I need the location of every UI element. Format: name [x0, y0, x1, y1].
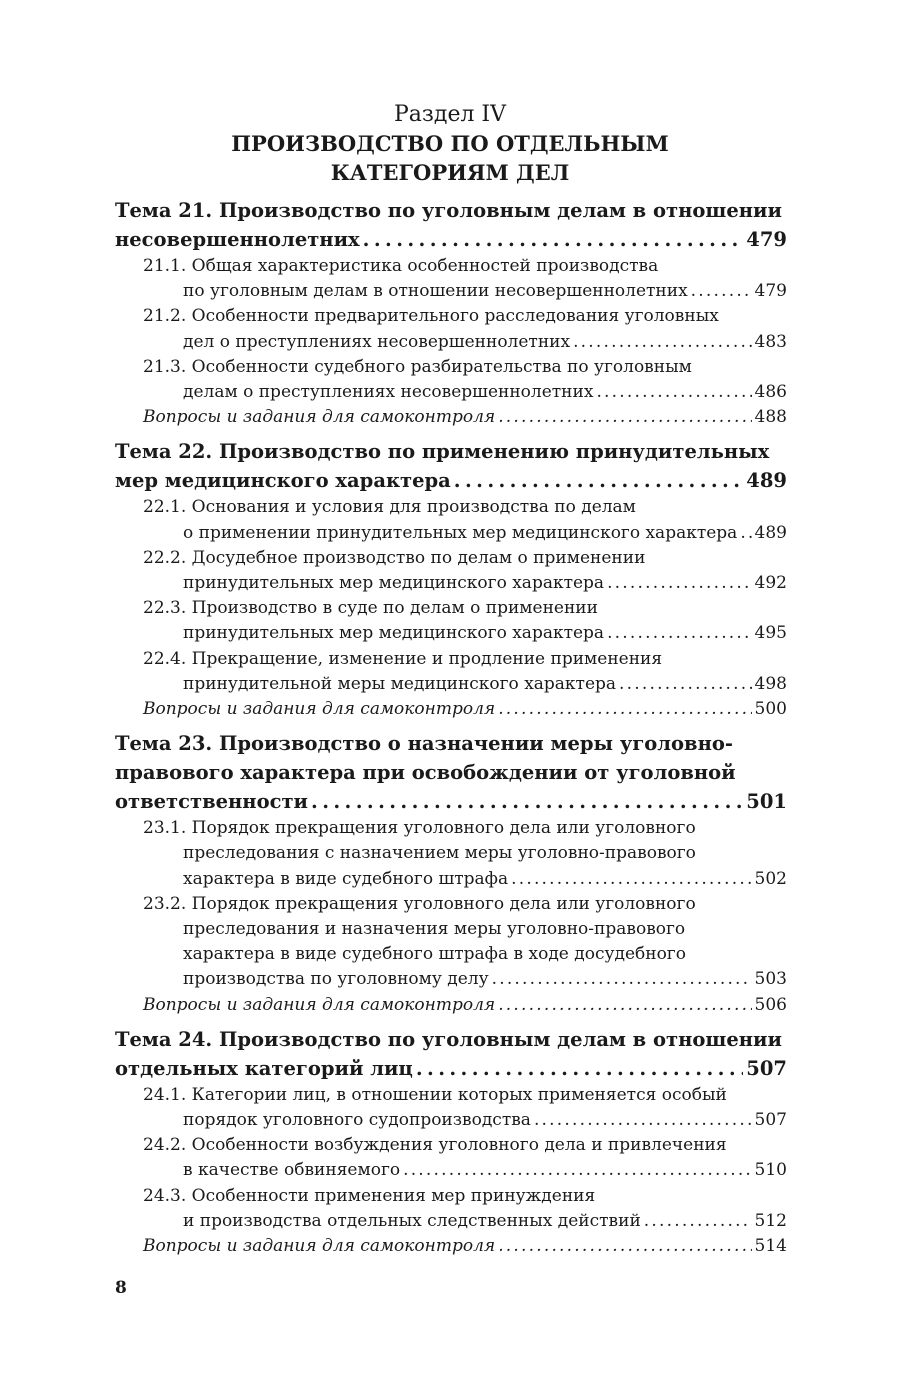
entry-text: производства по уголовному делу: [183, 969, 489, 990]
entry-page-number: 503: [754, 969, 787, 990]
entry-text: порядок уголовного судопроизводства: [183, 1110, 531, 1131]
entry-text: принудительной меры медицинского характера: [183, 673, 617, 694]
topic-title: [115, 196, 787, 254]
toc-topic: [115, 196, 787, 430]
entry-text: характера в виде судебного штрафа в ходе досудебного: [183, 944, 686, 965]
entry-text: дел о преступлениях несовершеннолетних: [183, 331, 571, 352]
entry-text: Вопросы и задания для самоконтроля: [143, 407, 496, 428]
toc-subsection: [115, 495, 787, 545]
entry-text: 24.3. Особенности применения мер принуждения: [143, 1185, 596, 1206]
topic-page-number: 507: [746, 1056, 787, 1080]
entry-text: 24.1. Категории лиц, в отношении которых применяется особый: [143, 1084, 727, 1105]
topic-title: [115, 437, 787, 495]
entry-text: 23.1. Порядок прекращения уголовного дела или уголовного: [143, 818, 696, 839]
topic-page-number: 489: [746, 469, 787, 493]
entry-text: и производства отдельных следственных действий: [183, 1210, 641, 1231]
entry-page-number: 507: [754, 1110, 787, 1131]
toc-subsection: [115, 1083, 787, 1133]
topic-title: [115, 1025, 787, 1083]
entry-text: 22.3. Производство в суде по делам о применении: [143, 598, 598, 619]
topic-title-text: ответственности: [115, 790, 309, 814]
topic-title-text: Тема 23. Производство о назначении меры уголовно-: [115, 732, 733, 756]
entry-text: 21.3. Особенности судебного разбирательства по уголовным: [143, 356, 692, 377]
entry-page-number: 500: [754, 699, 787, 720]
topic-title-text: Тема 21. Производство по уголовным делам в отношении: [115, 199, 782, 222]
entry-page-number: 479: [754, 281, 787, 302]
entry-text: 21.2. Особенности предварительного расследования уголовных: [143, 306, 719, 327]
dot-leader: [534, 1108, 752, 1133]
table-of-contents: [115, 196, 787, 1259]
dot-leader: [511, 867, 751, 892]
topic-title-text: мер медицинского характера: [115, 469, 451, 493]
entry-text: в качестве обвиняемого: [183, 1160, 401, 1181]
topic-title-text: Тема 24. Производство по уголовным делам в отношении: [115, 1027, 782, 1051]
entry-text: преследования и назначения меры уголовно-правового: [183, 919, 686, 940]
dot-leader: [311, 787, 743, 816]
dot-leader: [416, 1054, 743, 1083]
entry-text: принудительных мер медицинского характера: [183, 623, 605, 644]
entry-text: 21.1. Общая характеристика особенностей производства: [143, 256, 659, 276]
toc-review-questions: [115, 1234, 787, 1259]
topic-title-text: отдельных категорий лиц: [115, 1056, 413, 1080]
toc-subsection: [115, 304, 787, 354]
toc-topic: [115, 437, 787, 722]
entry-text: делам о преступлениях несовершеннолетних: [183, 382, 594, 403]
dot-leader: [573, 330, 751, 355]
entry-page-number: 492: [754, 573, 787, 594]
dot-leader: [363, 225, 744, 254]
dot-leader: [498, 993, 751, 1018]
topic-title-text: несовершеннолетних: [115, 228, 360, 251]
dot-leader: [403, 1158, 751, 1183]
toc-subsection: [115, 546, 787, 596]
entry-text: принудительных мер медицинского характера: [183, 573, 605, 594]
entry-page-number: 502: [754, 868, 787, 889]
dot-leader: [454, 466, 743, 495]
section-label: Раздел IV: [393, 102, 507, 127]
entry-text: Вопросы и задания для самоконтроля: [143, 1236, 496, 1257]
toc-subsection: [115, 816, 787, 892]
entry-text: Вопросы и задания для самоконтроля: [143, 994, 496, 1015]
entry-page-number: 488: [754, 407, 787, 428]
entry-text: о применении принудительных мер медицинского характера: [183, 522, 738, 543]
toc-subsection: [115, 647, 787, 697]
toc-review-questions: [115, 405, 787, 430]
dot-leader: [740, 521, 751, 546]
toc-subsection: [115, 254, 787, 304]
toc-subsection: [115, 596, 787, 646]
entry-page-number: 512: [754, 1210, 787, 1231]
topic-page-number: 501: [746, 790, 787, 814]
entry-page-number: 495: [754, 623, 787, 644]
section-title-line-2: КАТЕГОРИЯМ ДЕЛ: [330, 160, 570, 185]
page-number: 8: [115, 1278, 127, 1298]
dot-leader: [498, 697, 751, 722]
toc-topic: [115, 1025, 787, 1259]
toc-topic: [115, 729, 787, 1018]
entry-text: 22.2. Досудебное производство по делам о применении: [143, 547, 646, 568]
toc-subsection: [115, 1184, 787, 1234]
topic-page-number: 479: [746, 228, 787, 251]
entry-page-number: 486: [754, 382, 787, 403]
toc-subsection: [115, 1133, 787, 1183]
entry-page-number: 506: [754, 994, 787, 1015]
entry-text: характера в виде судебного штрафа: [183, 868, 509, 889]
entry-page-number: 498: [754, 673, 787, 694]
entry-page-number: 510: [754, 1160, 787, 1181]
entry-page-number: 514: [754, 1236, 787, 1257]
dot-leader: [607, 621, 751, 646]
dot-leader: [691, 279, 752, 304]
dot-leader: [644, 1209, 752, 1234]
entry-page-number: 483: [754, 331, 787, 352]
section-title-line-1: ПРОИЗВОДСТВО ПО ОТДЕЛЬНЫМ: [231, 131, 669, 156]
entry-text: 22.1. Основания и условия для производства по делам: [143, 497, 636, 518]
entry-text: по уголовным делам в отношении несовершеннолетних: [183, 281, 688, 302]
dot-leader: [498, 1234, 751, 1259]
entry-text: 23.2. Порядок прекращения уголовного дела или уголовного: [143, 893, 696, 914]
entry-text: Вопросы и задания для самоконтроля: [143, 699, 496, 720]
topic-title: [115, 729, 787, 816]
entry-page-number: 489: [754, 522, 787, 543]
topic-title-text: правового характера при освобождении от уголовной: [115, 761, 736, 785]
entry-text: 22.4. Прекращение, изменение и продление применения: [143, 648, 663, 669]
entry-text: преследования с назначением меры уголовно-правового: [183, 843, 696, 864]
toc-review-questions: [115, 697, 787, 722]
section-heading: [0, 100, 900, 187]
toc-subsection: [115, 355, 787, 405]
dot-leader: [492, 967, 752, 992]
dot-leader: [619, 672, 752, 697]
toc-subsection: [115, 892, 787, 993]
topic-title-text: Тема 22. Производство по применению принудительных: [115, 440, 770, 464]
dot-leader: [596, 380, 751, 405]
entry-text: 24.2. Особенности возбуждения уголовного дела и привлечения: [143, 1135, 727, 1156]
dot-leader: [607, 571, 751, 596]
toc-review-questions: [115, 993, 787, 1018]
dot-leader: [498, 405, 751, 430]
